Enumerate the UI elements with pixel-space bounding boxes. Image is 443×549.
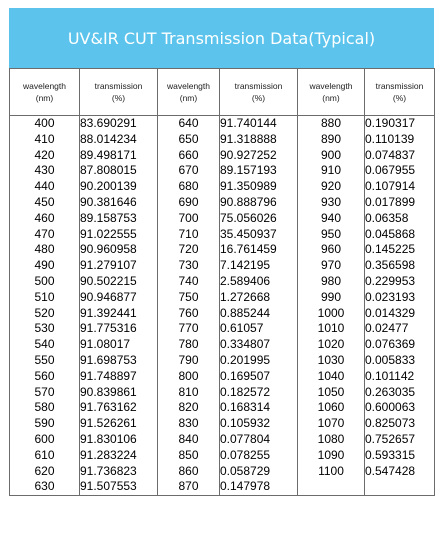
wavelength-cell: 820 [158, 400, 220, 416]
transmission-cell: 2.589406 [220, 274, 298, 290]
table-row [10, 416, 435, 432]
table-row [10, 227, 435, 243]
transmission-cell: 91.022555 [80, 227, 158, 243]
transmission-cell: 91.507553 [80, 479, 158, 495]
transmission-cell: 91.748897 [80, 369, 158, 385]
wavelength-cell: 910 [298, 163, 365, 179]
transmission-cell: 0.593315 [365, 448, 435, 464]
table-row [10, 400, 435, 416]
transmission-cell: 91.283224 [80, 448, 158, 464]
transmission-cell: 91.350989 [220, 179, 298, 195]
wavelength-cell: 470 [10, 227, 80, 243]
wavelength-cell: 850 [158, 448, 220, 464]
wavelength-cell: 660 [158, 148, 220, 164]
wavelength-cell: 710 [158, 227, 220, 243]
transmission-cell: 0.078255 [220, 448, 298, 464]
wavelength-cell: 1090 [298, 448, 365, 464]
transmission-cell: 7.142195 [220, 258, 298, 274]
table-row [10, 290, 435, 306]
wavelength-cell: 490 [10, 258, 80, 274]
transmission-cell: 0.263035 [365, 385, 435, 401]
wavelength-cell: 1080 [298, 432, 365, 448]
wavelength-cell: 750 [158, 290, 220, 306]
transmission-cell: 0.61057 [220, 321, 298, 337]
wavelength-cell [298, 479, 365, 495]
wavelength-cell: 670 [158, 163, 220, 179]
transmission-cell: 0.107914 [365, 179, 435, 195]
transmission-cell: 0.885244 [220, 306, 298, 322]
transmission-cell: 0.145225 [365, 242, 435, 258]
table-row [10, 211, 435, 227]
wavelength-cell: 400 [10, 116, 80, 132]
table-row [10, 479, 435, 495]
wavelength-cell: 550 [10, 353, 80, 369]
wavelength-cell: 980 [298, 274, 365, 290]
wavelength-cell: 1030 [298, 353, 365, 369]
wavelength-cell: 580 [10, 400, 80, 416]
wavelength-cell: 770 [158, 321, 220, 337]
wavelength-cell: 630 [10, 479, 80, 495]
wavelength-cell: 1020 [298, 337, 365, 353]
transmission-cell: 0.356598 [365, 258, 435, 274]
transmission-cell: 0.017899 [365, 195, 435, 211]
wavelength-cell: 1040 [298, 369, 365, 385]
transmission-cell: 89.157193 [220, 163, 298, 179]
transmission-cell: 0.105932 [220, 416, 298, 432]
table-row [10, 353, 435, 369]
wavelength-cell: 990 [298, 290, 365, 306]
header-transmission: transmission (%) [365, 69, 435, 116]
wavelength-cell: 830 [158, 416, 220, 432]
wavelength-cell: 780 [158, 337, 220, 353]
wavelength-cell: 460 [10, 211, 80, 227]
transmission-cell: 0.074837 [365, 148, 435, 164]
table-row [10, 306, 435, 322]
wavelength-cell: 720 [158, 242, 220, 258]
transmission-cell: 91.392441 [80, 306, 158, 322]
table-row [10, 195, 435, 211]
transmission-cell: 91.830106 [80, 432, 158, 448]
wavelength-cell: 500 [10, 274, 80, 290]
transmission-cell: 0.045868 [365, 227, 435, 243]
transmission-cell: 0.168314 [220, 400, 298, 416]
wavelength-cell: 920 [298, 179, 365, 195]
wavelength-cell: 530 [10, 321, 80, 337]
transmission-cell: 90.381646 [80, 195, 158, 211]
transmission-cell: 90.888796 [220, 195, 298, 211]
header-transmission: transmission (%) [220, 69, 298, 116]
transmission-cell: 0.06358 [365, 211, 435, 227]
wavelength-cell: 930 [298, 195, 365, 211]
wavelength-cell: 760 [158, 306, 220, 322]
table-row [10, 258, 435, 274]
transmission-cell: 90.200139 [80, 179, 158, 195]
wavelength-cell: 970 [298, 258, 365, 274]
table-row [10, 116, 435, 132]
transmission-cell: 91.763162 [80, 400, 158, 416]
transmission-cell: 90.960958 [80, 242, 158, 258]
wavelength-cell: 620 [10, 464, 80, 480]
wavelength-cell: 640 [158, 116, 220, 132]
wavelength-cell: 440 [10, 179, 80, 195]
transmission-cell: 0.076369 [365, 337, 435, 353]
wavelength-cell: 940 [298, 211, 365, 227]
table-row [10, 163, 435, 179]
wavelength-cell: 950 [298, 227, 365, 243]
wavelength-cell: 450 [10, 195, 80, 211]
wavelength-cell: 740 [158, 274, 220, 290]
table-row [10, 337, 435, 353]
transmission-cell: 89.498171 [80, 148, 158, 164]
table-row [10, 132, 435, 148]
transmission-cell: 88.014234 [80, 132, 158, 148]
table-row [10, 274, 435, 290]
wavelength-cell: 1070 [298, 416, 365, 432]
transmission-cell: 0.825073 [365, 416, 435, 432]
transmission-cell: 0.169507 [220, 369, 298, 385]
transmission-cell: 0.067955 [365, 163, 435, 179]
table-title: UV&IR CUT Transmission Data(Typical) [9, 8, 434, 68]
table-row [10, 448, 435, 464]
table-row [10, 385, 435, 401]
table-row [10, 148, 435, 164]
wavelength-cell: 840 [158, 432, 220, 448]
transmission-cell: 0.058729 [220, 464, 298, 480]
wavelength-cell: 880 [298, 116, 365, 132]
table-row [10, 369, 435, 385]
wavelength-cell: 570 [10, 385, 80, 401]
transmission-cell: 0.077804 [220, 432, 298, 448]
wavelength-cell: 1010 [298, 321, 365, 337]
transmission-cell: 0.147978 [220, 479, 298, 495]
transmission-cell: 0.334807 [220, 337, 298, 353]
transmission-cell: 0.023193 [365, 290, 435, 306]
wavelength-cell: 410 [10, 132, 80, 148]
transmission-cell: 0.014329 [365, 306, 435, 322]
transmission-cell: 0.229953 [365, 274, 435, 290]
wavelength-cell: 810 [158, 385, 220, 401]
transmission-cell: 91.279107 [80, 258, 158, 274]
transmission-cell: 83.690291 [80, 116, 158, 132]
transmission-cell: 90.946877 [80, 290, 158, 306]
transmission-cell: 35.450937 [220, 227, 298, 243]
transmission-cell: 91.698753 [80, 353, 158, 369]
table-row [10, 321, 435, 337]
transmission-cell: 91.526261 [80, 416, 158, 432]
transmission-cell: 16.761459 [220, 242, 298, 258]
transmission-cell: 91.775316 [80, 321, 158, 337]
transmission-table [9, 68, 435, 496]
header-wavelength: wavelength (nm) [158, 69, 220, 116]
transmission-cell: 1.272668 [220, 290, 298, 306]
transmission-cell: 0.02477 [365, 321, 435, 337]
transmission-cell [365, 479, 435, 495]
transmission-cell: 0.752657 [365, 432, 435, 448]
header-wavelength: wavelength (nm) [298, 69, 365, 116]
wavelength-cell: 890 [298, 132, 365, 148]
transmission-cell: 89.158753 [80, 211, 158, 227]
wavelength-cell: 510 [10, 290, 80, 306]
wavelength-cell: 960 [298, 242, 365, 258]
transmission-cell: 91.736823 [80, 464, 158, 480]
wavelength-cell: 650 [158, 132, 220, 148]
transmission-cell: 91.318888 [220, 132, 298, 148]
header-wavelength: wavelength (nm) [10, 69, 80, 116]
transmission-cell: 0.182572 [220, 385, 298, 401]
wavelength-cell: 1100 [298, 464, 365, 480]
wavelength-cell: 520 [10, 306, 80, 322]
table-row [10, 179, 435, 195]
wavelength-cell: 420 [10, 148, 80, 164]
table-row [10, 464, 435, 480]
wavelength-cell: 590 [10, 416, 80, 432]
header-transmission: transmission (%) [80, 69, 158, 116]
table-body [10, 116, 435, 496]
wavelength-cell: 790 [158, 353, 220, 369]
transmission-cell: 90.927252 [220, 148, 298, 164]
transmission-cell: 0.110139 [365, 132, 435, 148]
transmission-cell: 0.101142 [365, 369, 435, 385]
transmission-cell: 0.005833 [365, 353, 435, 369]
wavelength-cell: 680 [158, 179, 220, 195]
transmission-cell: 75.056026 [220, 211, 298, 227]
transmission-cell: 0.190317 [365, 116, 435, 132]
table-row [10, 242, 435, 258]
transmission-cell: 91.08017 [80, 337, 158, 353]
wavelength-cell: 1060 [298, 400, 365, 416]
transmission-cell: 90.839861 [80, 385, 158, 401]
wavelength-cell: 1050 [298, 385, 365, 401]
wavelength-cell: 690 [158, 195, 220, 211]
transmission-cell: 0.600063 [365, 400, 435, 416]
wavelength-cell: 600 [10, 432, 80, 448]
wavelength-cell: 700 [158, 211, 220, 227]
wavelength-cell: 860 [158, 464, 220, 480]
wavelength-cell: 430 [10, 163, 80, 179]
wavelength-cell: 560 [10, 369, 80, 385]
wavelength-cell: 480 [10, 242, 80, 258]
wavelength-cell: 1000 [298, 306, 365, 322]
transmission-cell: 87.808015 [80, 163, 158, 179]
transmission-cell: 0.547428 [365, 464, 435, 480]
wavelength-cell: 900 [298, 148, 365, 164]
header-row [10, 69, 435, 116]
transmission-cell: 0.201995 [220, 353, 298, 369]
wavelength-cell: 540 [10, 337, 80, 353]
wavelength-cell: 800 [158, 369, 220, 385]
wavelength-cell: 730 [158, 258, 220, 274]
table-row [10, 432, 435, 448]
wavelength-cell: 870 [158, 479, 220, 495]
transmission-cell: 91.740144 [220, 116, 298, 132]
transmission-cell: 90.502215 [80, 274, 158, 290]
wavelength-cell: 610 [10, 448, 80, 464]
